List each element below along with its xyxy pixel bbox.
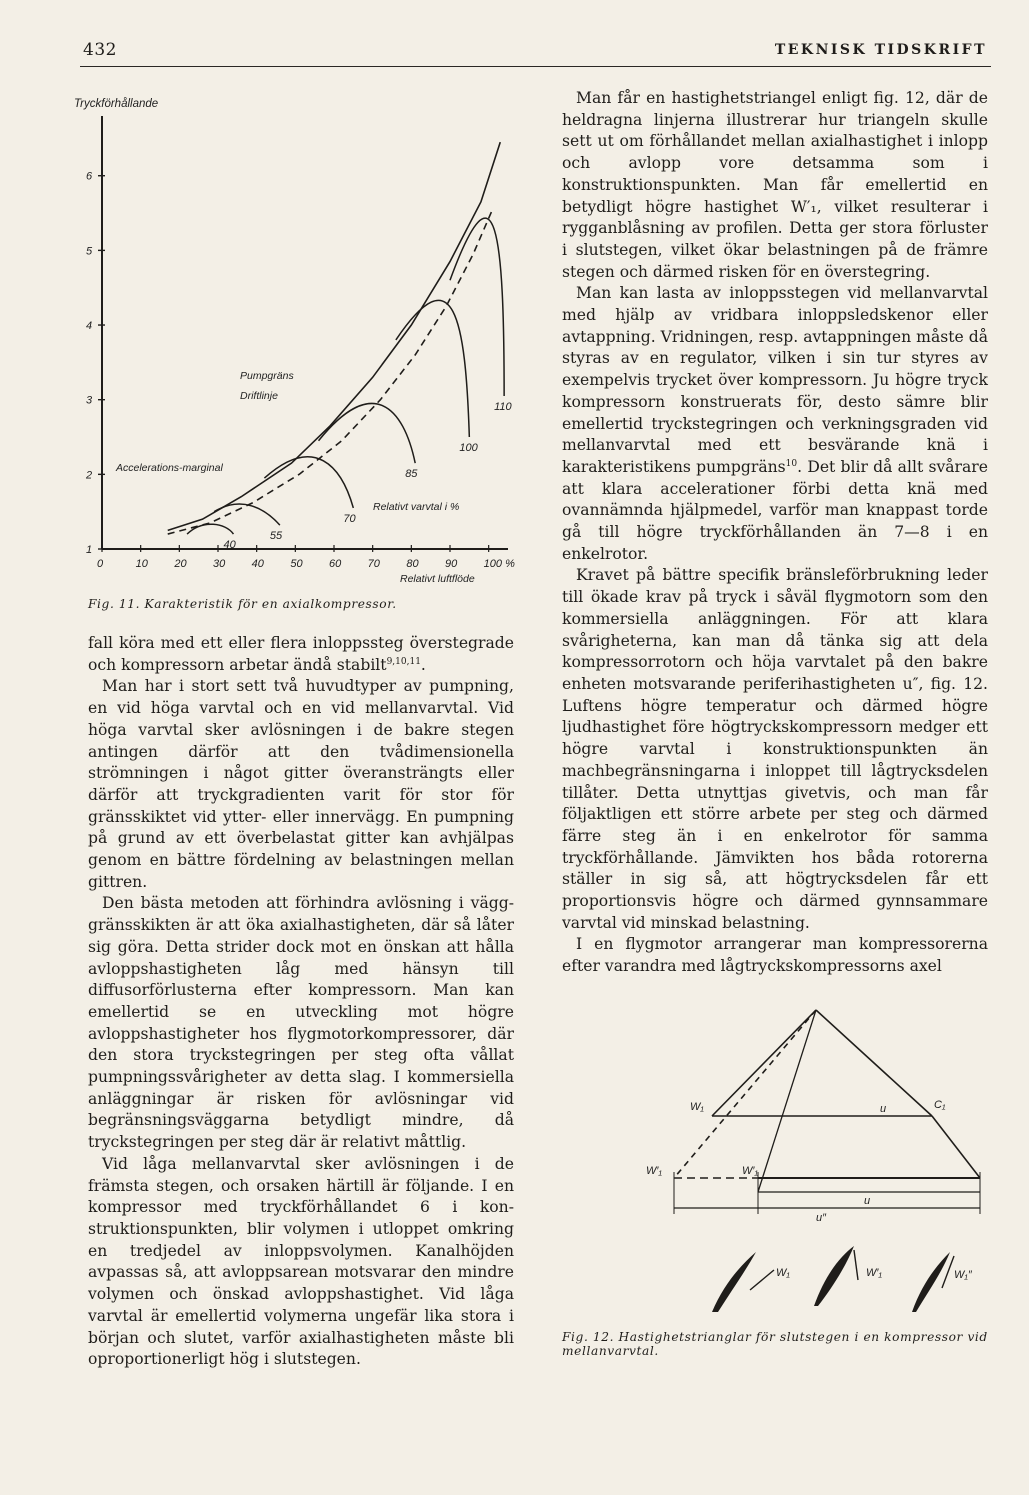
fig12-label-dim-u: u: [864, 1194, 871, 1207]
x-tick-label: 50: [290, 558, 303, 570]
left-paragraph-1: fall köra med ett eller flera inloppssteg överstegrade och kompressorn arbetar ändå stabilt$^{9,10,11}$.: [88, 634, 514, 674]
reference-sup: 9,10,11: [386, 656, 421, 667]
speed-curve-85: [319, 403, 416, 463]
speed-curves: [187, 218, 512, 551]
y-axis-label: Tryckförhållande: [74, 98, 159, 110]
x-tick-label: 30: [213, 558, 226, 570]
fig12-vector-w1prime: [854, 1250, 858, 1280]
right-column: [562, 88, 988, 1358]
fig12-label-b-w1: W₁: [776, 1266, 790, 1279]
page-number: 432: [83, 40, 117, 60]
fig12-right-diag: [932, 1116, 980, 1178]
speed-label-55: 55: [269, 530, 283, 543]
fig12-label-w1prime-mid: W′₁: [742, 1164, 758, 1177]
x-tick-label: 20: [174, 558, 187, 570]
right-paragraph-1: Man får en hastighetstriangel enligt fig. 12, där de heldragna linjerna illustrerar hur triangeln skulle sett ut om förhållandet mellan axialhastighet i inlopp och avlopp vore detsamma som i konstruktionspunkten. Man får emellertid en betydligt högre hastighet W′₁, vilket resulterar i rygganblåsning av profilen. Detta ger stora förluster i slutstegen, vilket ökar belastningen på de främre stegen och därmed risken för en överstegring.: [562, 89, 988, 281]
x-tick-label: 10: [135, 558, 148, 570]
annotation-accel-margin: Accelerations-marginal: [116, 462, 223, 474]
left-column: [74, 94, 515, 1371]
right-paragraph-4: I en flygmotor arrangerar man kompressorerna efter varandra med lågtryckskompressorns axel: [562, 935, 988, 976]
y-tick-label: 3: [86, 394, 93, 407]
right-paragraph-3: Kravet på bättre specifik bränsleförbrukning leder till ökade krav på tryck i såväl flygmotorn som den kommersiella anläggningen. För att klara svårigheterna, kan man då tänka sig att dela kompressorrotorn och höja varvtalet på den bakre enheten motsvarande periferihastigheten u″, fig. 12. Luftens högre temperatur och därmed högre ljudhastighet före högtryckskompressorn medger ett högre varvtal i konstruktionspunkten än machbegränsningarna i inloppet till lågtrycksdelen tillåter. Detta utnyttjas givetvis, och man får följaktligen ett större arbete per steg och därmed färre steg än i en enkelrotor för samma tryckförhållande. Jämvikten hos båda rotorerna ställer in sig så, att högtrycksdelen får ett proportionsvis högre och därmed gynnsammare varvtal vid minskad belastning.: [562, 566, 988, 932]
speed-curve-100: [396, 300, 469, 437]
fig12-c1-line-left: [712, 1010, 816, 1116]
right-paragraph-2: Man kan lasta av inloppsstegen vid mellanvarvtal med hjälp av vridbara inloppsledskenor eller avtappning. Vridningen, resp. avtappningen måste då styras av en regulator, vilken i sin tur styres av exempelvis trycket över kompressorn. Ju högre tryck kompressorn konstruerats för, desto sämre blir emellertid tryckstegringen och verkningsgraden vid mellanvarvtal med ett besvärande knä i karakteristikens pumpgräns$^{10}$. Det blir då allt svårare att klara accelerationer förbi detta knä med ovannämnda hjälpmedel, varför man knappast torde gå till högre tryckförhållanden än 7—8 i en enkelrotor.: [562, 284, 988, 563]
fig12-label-b-w1prime: W′₁: [866, 1266, 882, 1279]
speed-label-100: 100: [459, 442, 478, 455]
fig12-label-w1prime-left: W′₁: [646, 1164, 662, 1177]
left-paragraph-3: Den bästa metoden att förhindra avlösning i vägg-gränsskikten är att öka axialhastigheten, där så låter sig göra. Detta strider dock mot en önskan att hålla avloppshastigheten låg med hänsyn till diffusorförlusterna efter kompressorn. Man kan emellertid se en utveckling mot högre avloppshastigheter hos flygmotorkompressorer, där den stora tryckstegringen per steg ofta vållat pumpningssvårigheter av detta slag. I kommersiella anläggningar är risken för avlösningar vid begränsningsväggarna betydligt mindre, då tryckstegringen per steg där är relativt måttlig.: [88, 894, 514, 1152]
right-paragraph-2-cont: Det blir då allt svårare att klara accelerationer förbi detta knä med ovannämnda hjälpmedel, varför man knappast torde gå till högre tryckförhållanden än 7—8 i en enkelrotor.: [562, 457, 988, 563]
blade-profile-1: [712, 1252, 756, 1312]
left-paragraph-4: Vid låga mellanvarvtal sker avlösningen i de främsta stegen, och orsaken härtill är följande. I en kompressor med tryckförhållandet 6 i konstruktionspunkten, blir volymen i utloppet omkring en tredjedel av inloppsvolymen. Kanalhöjden avpassas så, att avloppsarean motsvarar den mindre volymen och önskad avloppshastighet. Vid låga varvtal är emellertid volymerna ungefär lika stora i början och slutet, varför axialhastigheten måste bli oproportionerligt hög i slutstegen.: [88, 1154, 514, 1369]
fig12-label-b-w1pp: W₁″: [954, 1268, 972, 1281]
left-paragraph-1-text: fall köra med ett eller flera inloppssteg överstegrade och kompressorn arbetar ändå stabilt: [88, 634, 514, 674]
annotation-driftlinje: Driftlinje: [240, 390, 278, 402]
left-text: [88, 633, 514, 1371]
annotation-speed-label: Relativt varvtal i %: [373, 501, 460, 513]
chart-axes: [102, 116, 508, 552]
fig12-label-u: u: [880, 1102, 887, 1115]
x-tick-label: 40: [251, 558, 264, 570]
speed-label-110: 110: [494, 400, 512, 413]
x-tick-label: 90: [445, 558, 458, 570]
annotation-pumpgrans: Pumpgräns: [240, 370, 294, 382]
right-paragraph-2-text: Man kan lasta av inloppsstegen vid mellanvarvtal med hjälp av vridbara inloppsledskenor eller avtappning. Vridningen, resp. avtappningen måste då styras av en regulator, vilken i sin tur styres av exempelvis trycket över kompressorn. Ju högre tryck kompressorn konstruerats för, desto sämre blir emellertid tryckstegringen och verkningsgraden vid mellanvarvtal med ett besvärande knä i karakteristikens pumpgräns: [562, 284, 988, 476]
speed-label-40: 40: [223, 539, 236, 552]
x-tick-label: 70: [367, 558, 380, 570]
fig12-label-w1: W₁: [690, 1100, 704, 1113]
figure-11: [74, 94, 515, 599]
figure-11-caption: Fig. 11. Karakteristik för en axialkompressor.: [88, 597, 397, 611]
y-tick-label: 6: [86, 170, 93, 183]
series-driftlinje: [168, 209, 493, 534]
speed-curve-55: [214, 504, 280, 525]
header-rule: [80, 66, 991, 67]
speed-curve-40: [187, 524, 233, 534]
fig12-c1-line-right: [816, 1010, 932, 1116]
x-tick-label: 0: [97, 558, 104, 570]
fig12-dashed-w1prime: [674, 1010, 816, 1178]
blade-profile-2: [814, 1246, 854, 1306]
speed-label-70: 70: [343, 512, 356, 525]
figure-12: [562, 996, 988, 1326]
fig12-vector-w1: [750, 1270, 774, 1290]
fig12-label-c1: C₁: [934, 1098, 946, 1111]
y-tick-label: 5: [86, 245, 93, 258]
fig12-label-dim-u2: u″: [816, 1211, 827, 1224]
x-tick-label: 100 %: [483, 558, 515, 570]
figure-12-caption: Fig. 12. Hastighetstrianglar för slutstegen i en kompressor vid mellanvarvtal.: [562, 1329, 988, 1358]
journal-title: TEKNISK TIDSKRIFT: [774, 42, 987, 58]
x-axis-label: Relativt luftflöde: [400, 573, 475, 585]
y-tick-label: 2: [86, 469, 93, 482]
speed-label-85: 85: [405, 468, 418, 481]
fig12-axial-line: [758, 1010, 816, 1192]
left-paragraph-2: Man har i stort sett två huvudtyper av pumpning, en vid höga varvtal och en vid mellanvarvtal. Vid höga varvtal sker avlösningen i de bakre stegen antingen därför att den tvådimensionella strömningen i något gitter överansträngts eller därför att tryckgradienten varit för stor för gränsskiktet vid ytter- eller innervägg. En pumpning på grund av ett överbelastat gitter kan avhjälpas genom en bättre fördelning av belastningen mellan gittren.: [88, 677, 514, 891]
x-tick-label: 60: [329, 558, 342, 570]
reference-sup-right: 10: [785, 458, 798, 469]
speed-curve-70: [264, 457, 353, 508]
figure-12-diagram: [562, 996, 988, 1326]
figure-11-chart: [74, 94, 515, 599]
chart-series: [168, 142, 501, 534]
y-tick-label: 1: [86, 544, 93, 556]
y-tick-label: 4: [86, 320, 93, 333]
x-tick-label: 80: [406, 558, 419, 570]
